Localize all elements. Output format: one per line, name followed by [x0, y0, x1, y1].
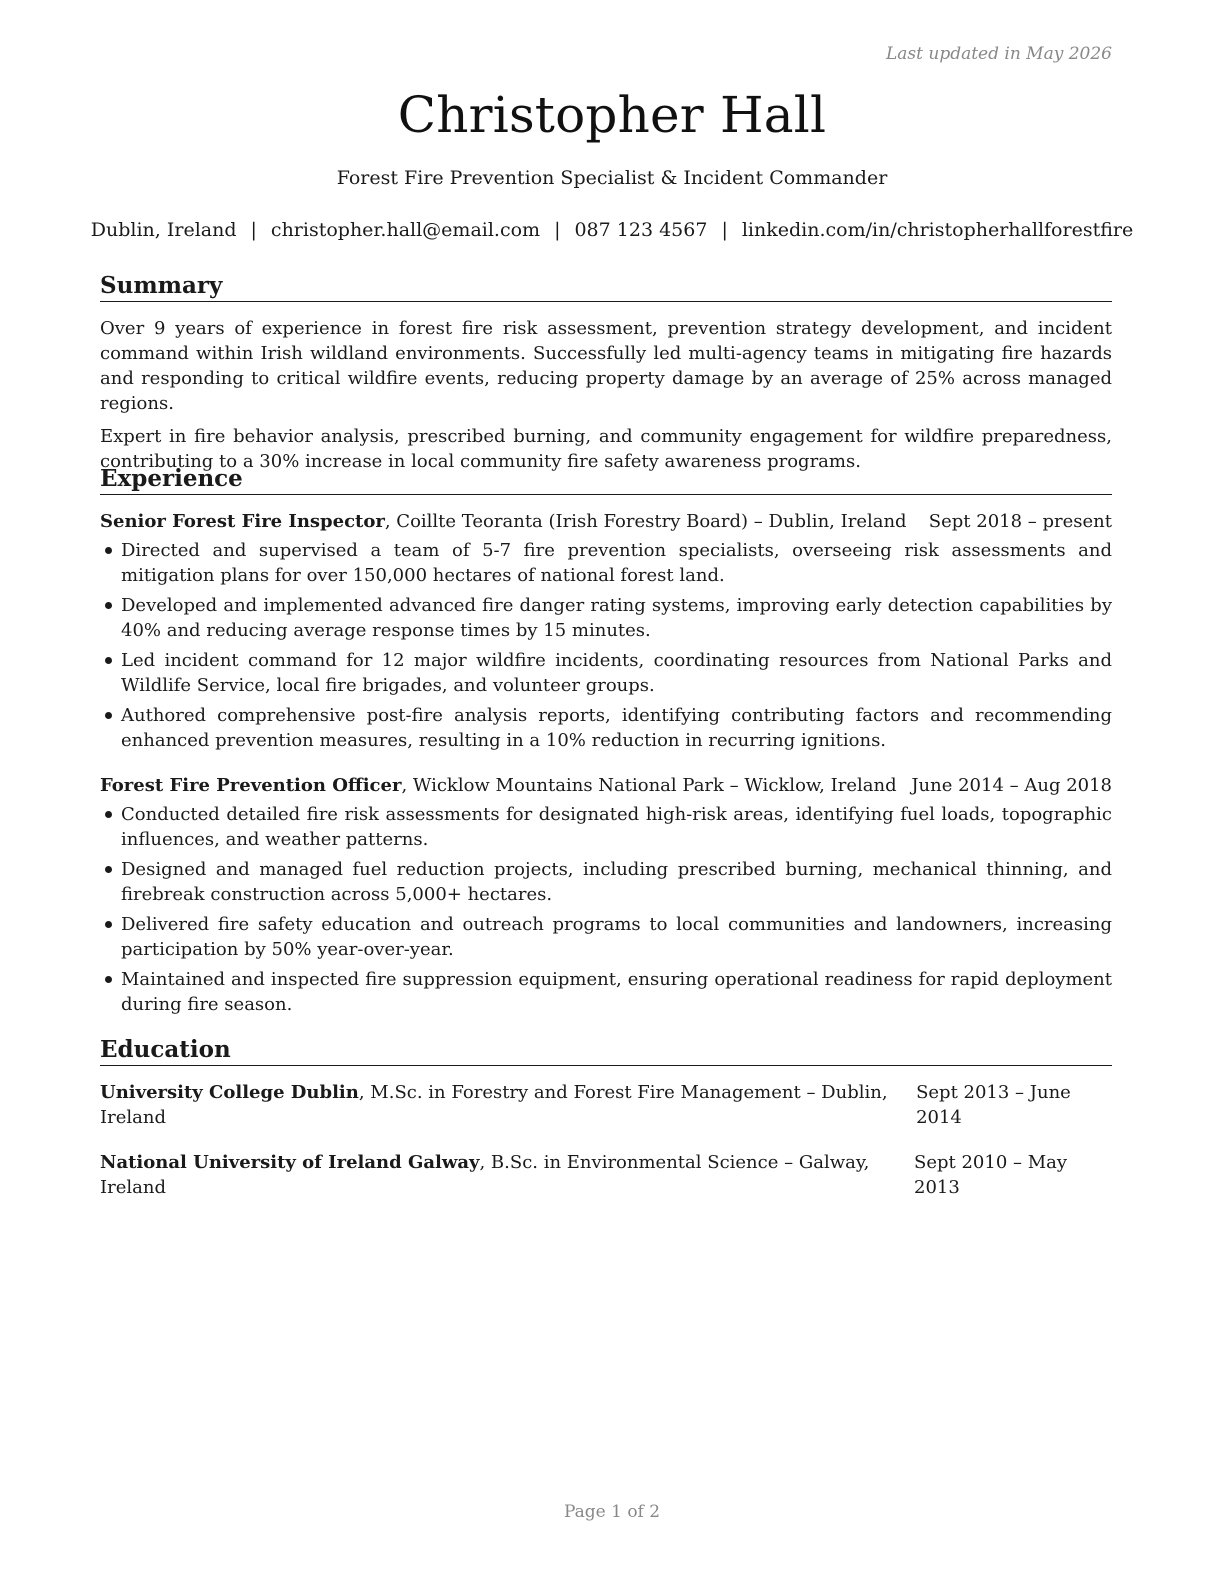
last-updated: Last updated in May 2026: [885, 44, 1112, 64]
contact-line: [0, 219, 1224, 241]
list-item: Led incident command for 12 major wildfire incidents, coordinating resources from National Parks and Wildlife Service, local fire brigades, and volunteer groups.: [100, 648, 1112, 698]
education-degree: , B.Sc. in Environmental Science – Galway, Ireland: [100, 1152, 870, 1198]
job-title-line: [100, 509, 907, 534]
job-employer: , Coillte Teoranta (Irish Forestry Board) – Dublin, Ireland: [384, 511, 907, 532]
section-title-education: Education: [100, 1036, 1112, 1066]
job-entry: [100, 773, 1112, 1017]
job-bullets: [100, 802, 1112, 1017]
list-item: Delivered fire safety education and outreach programs to local communities and landowners, increasing participation by 50% year-over-year.: [100, 912, 1112, 962]
job-entry: [100, 509, 1112, 753]
list-item: Conducted detailed fire risk assessments for designated high-risk areas, identifying fuel loads, topographic influences, and weather patterns.: [100, 802, 1112, 852]
education-dates: Sept 2013 – June 2014: [916, 1082, 1071, 1128]
contact-email[interactable]: christopher.hall@email.com: [270, 219, 541, 241]
education-school: National University of Ireland Galway: [100, 1152, 480, 1173]
education-title-line: [100, 1150, 914, 1200]
job-header: [100, 773, 1112, 798]
job-bullets: [100, 538, 1112, 753]
education-section: [100, 1036, 1112, 1204]
list-item: Designed and managed fuel reduction projects, including prescribed burning, mechanical thinning, and firebreak construction across 5,000+ hectares.: [100, 857, 1112, 907]
job-dates: Sept 2018 – present: [928, 511, 1112, 532]
job-header: [100, 509, 1112, 534]
education-school: University College Dublin: [100, 1082, 359, 1103]
list-item: Developed and implemented advanced fire danger rating systems, improving early detection capabilities by 40% and reducing average response times by 15 minutes.: [100, 593, 1112, 643]
section-title-experience: Experience: [100, 465, 1112, 495]
contact-linkedin[interactable]: linkedin.com/in/christopherhallforestfire: [741, 219, 1134, 241]
list-item: Directed and supervised a team of 5-7 fire prevention specialists, overseeing risk assessments and mitigation plans for over 150,000 hectares of national forest land.: [100, 538, 1112, 588]
list-item: Maintained and inspected fire suppression equipment, ensuring operational readiness for rapid deployment during fire season.: [100, 967, 1112, 1017]
list-item: Authored comprehensive post-fire analysis reports, identifying contributing factors and recommending enhanced prevention measures, resulting in a 10% reduction in recurring ignitions.: [100, 703, 1112, 753]
job-dates: June 2014 – Aug 2018: [911, 775, 1112, 796]
summary-section: [100, 272, 1112, 482]
job-employer: , Wicklow Mountains National Park – Wicklow, Ireland: [401, 775, 897, 796]
education-entry: [100, 1080, 1112, 1130]
contact-separator: |: [721, 219, 728, 241]
summary-paragraph: Over 9 years of experience in forest fire risk assessment, prevention strategy development, and incident command within Irish wildland environments. Successfully led multi-agency teams in mitigating fire hazards and responding to critical wildfire events, reducing property damage by an average of 25% across managed regions.: [100, 318, 1112, 414]
education-dates: Sept 2010 – May 2013: [914, 1152, 1068, 1198]
contact-separator: |: [250, 219, 257, 241]
headline: Forest Fire Prevention Specialist & Incident Commander: [336, 167, 888, 189]
experience-section: [100, 465, 1112, 1022]
candidate-name: Christopher Hall: [397, 86, 827, 144]
education-entry: [100, 1150, 1112, 1200]
contact-location: Dublin, Ireland: [90, 219, 237, 241]
page-number: Page 1 of 2: [563, 1502, 661, 1522]
job-title-line: [100, 773, 897, 798]
section-title-summary: Summary: [100, 272, 1112, 302]
contact-phone: 087 123 4567: [574, 219, 708, 241]
education-degree: , M.Sc. in Forestry and Forest Fire Management – Dublin, Ireland: [100, 1082, 888, 1128]
contact-separator: |: [554, 219, 561, 241]
summary-paragraph: Expert in fire behavior analysis, prescribed burning, and community engagement for wildfire preparedness, contributing to a 30% increase in local community fire safety awareness programs.: [100, 426, 1112, 472]
education-title-line: [100, 1080, 916, 1130]
job-role: Forest Fire Prevention Officer: [100, 775, 402, 796]
job-role: Senior Forest Fire Inspector: [100, 511, 385, 532]
